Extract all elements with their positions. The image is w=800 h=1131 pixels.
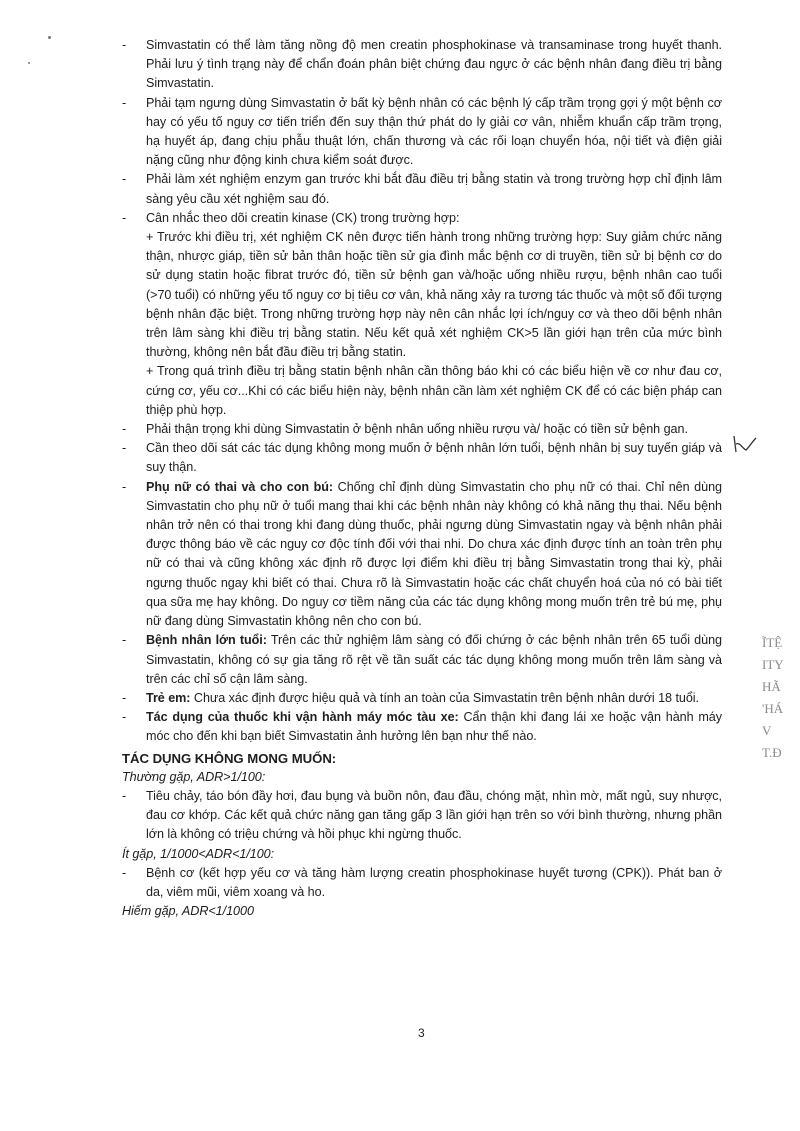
ck-point: + Trước khi điều trị, xét nghiệm CK nên được tiến hành trong những trường hợp: Suy giảm chức năng thận, nhược giáp, tiền sử bản thân hoặc tiền sử gia đình mắc bệnh cơ di truyền, tiền sử bị bệnh cơ do sử dụng statin hoặc fibrat trước đó, tiền sử bệnh gan và/hoặc uống nhiều rượu, bệnh nhân cao tuổi (>70 tuổi) có những yếu tố nguy cơ bị tiêu cơ vân, khả năng xảy ra tương tác thuốc và một số đối tượng bệnh nhân đặc biệt. Trong những trường hợp này nên cân nhắc lợi ích/nguy cơ và theo dõi bệnh nhân trên lâm sàng khi điều trị bằng statin. Nếu kết quả xét nghiệm CK>5 lần giới hạn trên của mức bình thường, không nên bắt đầu điều trị bằng statin. (146, 230, 722, 360)
item-text: Tiêu chảy, táo bón đầy hơi, đau bụng và buồn nôn, đau đầu, chóng mặt, nhìn mờ, mất ngủ, suy nhược, đau cơ khớp. Các kết quả chức năng gan tăng gấp 3 lần giới hạn trên so với bình thường, nhưng phần lớn là không có triệu chứng và hồi phục khi ngừng thuốc. (146, 788, 722, 842)
margin-text: T.Đ (762, 745, 782, 760)
item-text: Trên các thử nghiệm lâm sàng có đối chứng ở các bệnh nhân trên 65 tuổi dùng Simvastatin, không có sự gia tăng rõ rệt về tần suất các tác dụng không mong muốn trên lâm sàng và trên các chỉ số cận lâm sàng. (146, 633, 722, 686)
list-item-children (122, 689, 722, 708)
item-text: Cần theo dõi sát các tác dụng không mong muốn ở bệnh nhân lớn tuổi, bệnh nhân bị suy tuyến giáp và suy thận. (146, 441, 722, 475)
margin-text: ITY (762, 657, 784, 672)
list-item (122, 209, 722, 228)
margin-text: 'HÁ (762, 701, 784, 716)
list-item (122, 170, 722, 208)
list-item (122, 787, 722, 845)
bullet-dash: - (122, 38, 127, 52)
list-item (122, 420, 722, 439)
bullet-dash: - (122, 441, 127, 456)
item-text: Chưa xác định được hiệu quả và tính an toàn của Simvastatin trên bệnh nhân dưới 18 tuổi. (190, 690, 699, 705)
bullet-dash: - (122, 422, 127, 437)
frequency-label-rare: Hiếm gặp, ADR<1/1000 (122, 904, 254, 919)
item-label: Tác dụng của thuốc khi vận hành máy móc tàu xe: (146, 710, 459, 725)
item-text: Chống chỉ định dùng Simvastatin cho phụ nữ có thai. Chỉ nên dùng Simvastatin cho phụ nữ ở tuổi mang thai khi các bệnh nhân này không có khả năng thụ thai. Nếu bệnh nhân trở nên có thai trong khi đang dùng thuốc, phải ngưng dùng Simvastatin ngay và bệnh nhân phải được thông báo về các nguy cơ độc tính đối với thai nhi. Do chưa xác định được tính an toàn trên phụ nữ có thai và cũng không xác định rõ được lợi điểm khi điều trị bằng Simvastatin trong thai kỳ, phải ngưng thuốc ngay khi biết có thai. Chưa rõ là Simvastatin hoặc các chất chuyển hoá của nó có bài tiết qua sữa mẹ hay không. Do nguy cơ tiềm năng của các tác dụng không mong muốn trên trẻ bú mẹ, phụ nữ đang dùng Simvastatin không nên cho con bú. (146, 479, 722, 629)
document-body (122, 36, 722, 921)
bullet-dash: - (122, 95, 127, 110)
frequency-label-common: Thường gặp, ADR>1/100: (122, 769, 266, 784)
item-label: Bệnh nhân lớn tuổi: (146, 633, 267, 648)
scan-speck (48, 36, 51, 39)
margin-text: V (762, 723, 772, 738)
list-item (122, 36, 722, 94)
list-item-pregnancy (122, 478, 722, 632)
section-heading: TÁC DỤNG KHÔNG MONG MUỐN: (122, 750, 337, 766)
list-item (122, 864, 722, 902)
bullet-dash: - (122, 690, 127, 705)
item-text: Cẩn thận khi đang lái xe hoặc vận hành máy móc cho đến khi bạn biết Simvastatin ảnh hưởng lên bạn như thế nào. (146, 710, 722, 744)
margin-stamp-fragment (762, 632, 800, 764)
item-text: Phải tạm ngưng dùng Simvastatin ở bất kỳ bệnh nhân có các bệnh lý cấp trầm trọng gợi ý một bệnh cơ hay có yếu tố nguy cơ tiến triển đến suy thận thứ phát do ly giải cơ vân, nhiễm khuẩn cấp trầm trọng, hạ huyết áp, đang chịu phẫu thuật lớn, chấn thương và các rối loạn chuyển hóa, nội tiết và điện giải nặng cũng như động kinh chưa kiểm soát được. (146, 95, 722, 168)
bullet-dash: - (122, 633, 127, 648)
list-item-elderly (122, 631, 722, 689)
bullet-dash: - (122, 479, 127, 494)
bullet-dash: - (122, 710, 127, 725)
bullet-dash: - (122, 172, 127, 187)
page-number: 3 (418, 1026, 425, 1040)
bullet-dash: - (122, 210, 127, 225)
frequency-label-uncommon: Ít gặp, 1/1000<ADR<1/100: (122, 846, 275, 861)
item-text: Simvastatin có thể làm tăng nồng độ men creatin phosphokinase và transaminase trong huyết thanh. Phải lưu ý tình trạng này để chẩn đoán phân biệt chứng đau ngực ở các bệnh nhân đang điều trị bằng Simvastatin. (146, 38, 722, 91)
list-item (122, 94, 722, 171)
item-text: Cân nhắc theo dõi creatin kinase (CK) trong trường hợp: (146, 210, 460, 225)
handwritten-mark (730, 432, 760, 458)
item-text: Phải làm xét nghiệm enzym gan trước khi bắt đầu điều trị bằng statin và trong trường hợp chỉ định lâm sàng yêu cầu xét nghiệm sau đó. (146, 172, 722, 206)
list-item-driving (122, 708, 722, 746)
item-text: Phải thận trọng khi dùng Simvastatin ở bệnh nhân uống nhiều rượu và/ hoặc có tiền sử bệnh gan. (146, 422, 688, 437)
margin-text: HÃ (762, 679, 781, 694)
item-label: Phụ nữ có thai và cho con bú: (146, 479, 334, 494)
item-label: Trẻ em: (146, 690, 191, 705)
bullet-dash: - (122, 788, 127, 803)
item-text: Bệnh cơ (kết hợp yếu cơ và tăng hàm lượng creatin phosphokinase huyết tương (CPK)). Phát ban ở da, viêm mũi, viêm xoang và ho. (146, 865, 722, 899)
margin-text: ĨTỆ (762, 635, 783, 650)
bullet-dash: - (122, 865, 127, 880)
scan-speck (28, 62, 30, 64)
list-item (122, 439, 722, 477)
ck-point: + Trong quá trình điều trị bằng statin bệnh nhân cần thông báo khi có các biểu hiện về cơ như đau cơ, cứng cơ, yếu cơ...Khi có các biểu hiện này, bệnh nhân cần làm xét nghiệm CK để có các biện pháp can thiệp phù hợp. (146, 364, 722, 417)
